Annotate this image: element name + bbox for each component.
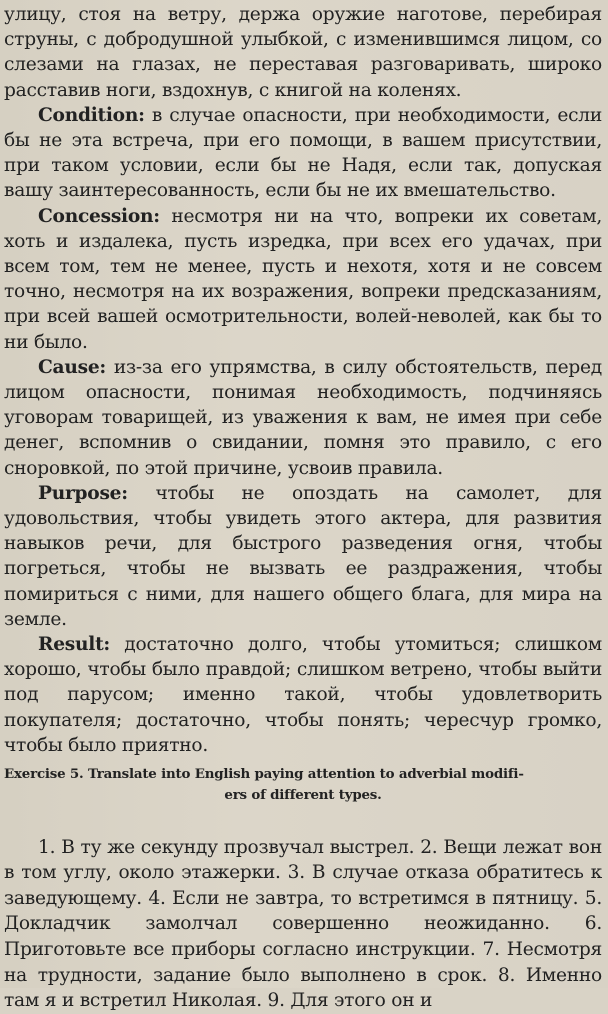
term-label: Purpose: bbox=[38, 482, 128, 504]
exercise-heading-line1: Exercise 5. Translate into English paying attention to adverbial modifi- bbox=[4, 766, 524, 782]
section-text: из-за его упрямства, в силу обстоятельств, перед лицом опасности, понимая необходимость, подчиняясь уговорам товарищей, из уважения к вам, не имея при себе денег, вспомнив о свидании, помня это правило, с его сноровкой, по этой причине, усвоив правила. bbox=[4, 356, 602, 479]
section-condition bbox=[4, 103, 602, 204]
section-concession bbox=[4, 204, 602, 355]
intro-paragraph: улицу, стоя на ветру, держа оружие наготове, перебирая струны, с добродушной улыбкой, с изменившимся лицом, со слезами на глазах, не переставая разговаривать, широко расставив ноги, вздохнув, с книгой на коленях. bbox=[4, 4, 602, 101]
exercise-sentences: 1. В ту же секунду прозвучал выстрел. 2. Вещи лежат вон в том углу, около этажерки. 3. В случае отказа обратитесь к заведующему. 4. Если не завтра, то встретимся в пятницу. 5. Докладчик замолчал совершенно неожиданно. 6. Приготовьте все приборы согласно инструкции. 7. Несмотря на трудности, задание было выполнено в срок. 8. Именно там я и встретил Николая. 9. Для этого он и bbox=[4, 836, 602, 1012]
term-label: Cause: bbox=[38, 356, 107, 378]
section-purpose bbox=[4, 481, 602, 632]
exercise-heading bbox=[4, 764, 602, 806]
section-text: чтобы не опоздать на самолет, для удовольствия, чтобы увидеть этого актера, для развития навыков речи, для быстрого разведения огня, чтобы погреться, чтобы не вызвать ее раздражения, чтобы помириться с ними, для нашего общего блага, для мира на земле. bbox=[4, 482, 602, 630]
section-text: достаточно долго, чтобы утомиться; слишком хорошо, чтобы было правдой; слишком ветрено, чтобы выйти под парусом; именно такой, чтобы удовлетворить покупателя; достаточно, чтобы понять; чересчур громко, чтобы было приятно. bbox=[4, 634, 602, 756]
term-label: Condition: bbox=[38, 104, 145, 126]
section-result bbox=[4, 632, 602, 758]
term-label: Result: bbox=[38, 634, 111, 656]
section-text: несмотря ни на что, вопреки их советам, хоть и издалека, пусть изредка, при всех его удачах, при всем том, тем не менее, пусть и нехотя, хотя и не совсем точно, несмотря на их возражения, вопреки предсказаниям, при всей вашей осмотрительности, волей-неволей, как бы то ни было. bbox=[4, 205, 602, 353]
exercise-heading-line2: ers of different types. bbox=[224, 787, 382, 803]
main-text-column bbox=[4, 2, 602, 758]
term-label: Concession: bbox=[38, 205, 160, 227]
section-cause bbox=[4, 355, 602, 481]
section-text: в случае опасности, при необходимости, если бы не эта встреча, при его помощи, в вашем присутствии, при таком условии, если бы не Надя, если так, допуская вашу заинтересованность, если бы не их вмешательство. bbox=[4, 104, 602, 202]
